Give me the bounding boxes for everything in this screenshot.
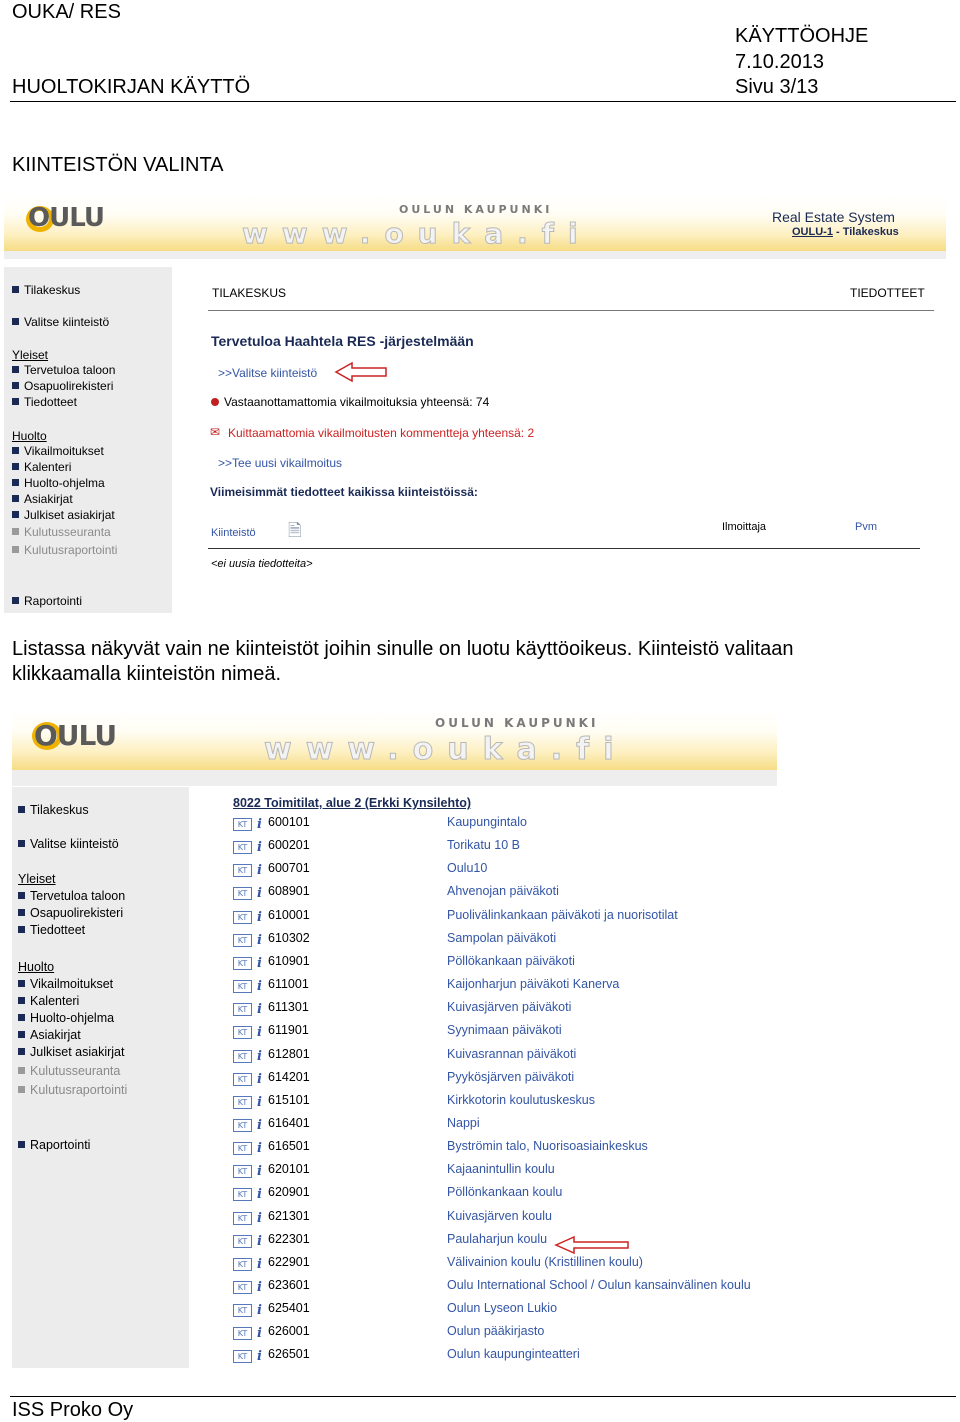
- alert-dot-icon: [211, 398, 219, 406]
- property-name-link[interactable]: Kaupungintalo: [447, 815, 527, 829]
- footer-rule: [10, 1396, 956, 1397]
- property-row-icons: [233, 816, 262, 834]
- property-row-icons: [233, 1210, 262, 1228]
- kt-icon[interactable]: KT: [233, 1350, 252, 1363]
- property-name-link[interactable]: Oulu10: [447, 861, 488, 875]
- sidebar2-item-tiedotteet[interactable]: Tiedotteet: [18, 923, 85, 937]
- sidebar-item-kulutusraportointi[interactable]: Kulutusraportointi: [12, 543, 117, 557]
- sidebar2-item-vikailmoitukset[interactable]: Vikailmoitukset: [18, 977, 113, 991]
- kt-icon[interactable]: KT: [233, 1003, 252, 1016]
- kt-icon[interactable]: KT: [233, 1327, 252, 1340]
- info-icon[interactable]: i: [257, 1095, 262, 1111]
- sidebar-item-asiakirjat[interactable]: Asiakirjat: [12, 492, 73, 506]
- property-row-icons: [233, 1186, 262, 1204]
- property-code: 608901: [268, 884, 310, 898]
- system-sub-b: - Tilakeskus: [832, 226, 899, 238]
- property-code: 616401: [268, 1116, 310, 1130]
- property-code: 615101: [268, 1093, 310, 1107]
- system-sub-a[interactable]: OULU-1: [792, 226, 833, 238]
- sidebar2-item-osapuoli[interactable]: Osapuolirekisteri: [18, 906, 123, 920]
- sidebar2-item-huolto-ohjelma[interactable]: Huolto-ohjelma: [18, 1011, 114, 1025]
- property-row-icons: [233, 932, 262, 950]
- sidebar2-item-tervetuloa[interactable]: Tervetuloa taloon: [18, 889, 125, 903]
- body-text-line1: Listassa näkyvät vain ne kiinteistöt joihin sinulle on luotu käyttöoikeus. Kiinteistö valitaan: [12, 638, 794, 660]
- property-code: 611901: [268, 1023, 309, 1037]
- info-icon[interactable]: i: [257, 886, 262, 902]
- property-code: 600201: [268, 838, 310, 852]
- property-code: 622901: [268, 1255, 310, 1269]
- property-row-icons: [233, 1048, 262, 1066]
- property-code: 611301: [268, 1000, 309, 1014]
- property-code: 621301: [268, 1209, 310, 1223]
- property-name-link[interactable]: Kuivasrannan päiväkoti: [447, 1047, 577, 1061]
- property-name-link[interactable]: Pöllökankaan päiväkoti: [447, 954, 575, 968]
- property-code: 611001: [268, 977, 309, 991]
- property-code: 620101: [268, 1162, 310, 1176]
- kt-icon[interactable]: KT: [233, 1212, 252, 1225]
- kt-icon[interactable]: KT: [233, 864, 252, 877]
- property-name-link[interactable]: Byströmin talo, Nuorisoasiainkeskus: [447, 1139, 648, 1153]
- sidebar2-heading-huolto[interactable]: Huolto: [18, 960, 55, 974]
- city-title: OULUN KAUPUNKI: [399, 203, 553, 216]
- property-code: 610302: [268, 931, 310, 945]
- logo-text: OULU: [28, 203, 104, 233]
- property-code: 614201: [268, 1070, 310, 1084]
- footer-company: ISS Proko Oy: [12, 1399, 134, 1421]
- sidebar-item-osapuoli[interactable]: Osapuolirekisteri: [12, 379, 113, 393]
- property-row-icons: [233, 955, 262, 973]
- kt-icon[interactable]: KT: [233, 841, 252, 854]
- kt-icon[interactable]: KT: [233, 1142, 252, 1155]
- sidebar-item-julkiset[interactable]: Julkiset asiakirjat: [12, 508, 115, 522]
- property-name-link[interactable]: Pöllönkankaan koulu: [447, 1185, 563, 1199]
- property-code: 612801: [268, 1047, 310, 1061]
- body-text-line2: klikkaamalla kiinteistön nimeä.: [12, 663, 282, 685]
- info-icon[interactable]: i: [257, 1349, 262, 1365]
- kt-icon[interactable]: KT: [233, 1026, 252, 1039]
- property-row-icons: [233, 1302, 262, 1320]
- property-row-icons: [233, 1140, 262, 1158]
- unreceived-count[interactable]: Vastaanottamattomia vikailmoituksia yhteensä: 74: [224, 395, 490, 409]
- sidebar-item-valitse[interactable]: Valitse kiinteistö: [12, 315, 109, 329]
- sidebar2-item-raportointi[interactable]: Raportointi: [18, 1138, 90, 1152]
- sidebar-item-tiedotteet[interactable]: Tiedotteet: [12, 395, 77, 409]
- info-icon[interactable]: i: [257, 1187, 262, 1203]
- property-code: 626501: [268, 1347, 310, 1361]
- info-icon[interactable]: i: [257, 1234, 262, 1250]
- no-news-text: <ei uusia tiedotteita>: [211, 558, 313, 570]
- latest-news-heading: Viimeisimmät tiedotteet kaikissa kiinteistöissä:: [210, 485, 478, 499]
- property-code: 600101: [268, 815, 310, 829]
- sidebar2-heading-yleiset[interactable]: Yleiset: [18, 872, 56, 886]
- doc-date: 7.10.2013: [735, 51, 824, 73]
- property-row-icons: [233, 1024, 262, 1042]
- new-fault-link[interactable]: >>Tee uusi vikailmoitus: [218, 456, 343, 470]
- property-code: 626001: [268, 1324, 310, 1338]
- sidebar-item-vikailmoitukset[interactable]: Vikailmoitukset: [12, 444, 104, 458]
- company-short: OUKA/ RES: [12, 1, 121, 23]
- kt-icon[interactable]: KT: [233, 1073, 252, 1086]
- kt-icon[interactable]: KT: [233, 887, 252, 900]
- property-name-link[interactable]: Torikatu 10 B: [447, 838, 520, 852]
- banner-gap: [4, 251, 946, 259]
- property-row-icons: [233, 1256, 262, 1274]
- info-icon[interactable]: i: [257, 1164, 262, 1180]
- sidebar-item-raportointi[interactable]: Raportointi: [12, 594, 82, 608]
- property-row-icons: [233, 978, 262, 996]
- sidebar-item-tervetuloa[interactable]: Tervetuloa taloon: [12, 363, 115, 377]
- property-name-link[interactable]: Oulun Lyseon Lukio: [447, 1301, 558, 1315]
- group-title[interactable]: 8022 Toimitilat, alue 2 (Erkki Kynsilehto): [233, 796, 472, 810]
- col-pvm[interactable]: Pvm: [855, 521, 877, 533]
- www-text: www.ouka.fi: [242, 217, 592, 250]
- sidebar2-item-kalenteri[interactable]: Kalenteri: [18, 994, 79, 1008]
- info-icon[interactable]: i: [257, 956, 262, 972]
- system-title: Real Estate System: [772, 209, 895, 225]
- unacked-count[interactable]: Kuittaamattomia vikailmoitusten kommentteja yhteensä: 2: [228, 426, 535, 440]
- property-name-link[interactable]: Nappi: [447, 1116, 480, 1130]
- sidebar2-item-tilakeskus[interactable]: Tilakeskus: [18, 803, 89, 817]
- screenshot-home: [4, 195, 946, 613]
- pointer-arrow-icon-2: [554, 1235, 630, 1255]
- welcome-heading: Tervetuloa Haahtela RES -järjestelmään: [211, 333, 474, 349]
- property-row-icons: [233, 1348, 262, 1366]
- document-icon: 🗎: [288, 521, 302, 540]
- property-name-link[interactable]: Oulu International School / Oulun kansainvälinen koulu: [447, 1278, 751, 1292]
- section-title: KIINTEISTÖN VALINTA: [12, 154, 224, 176]
- col-ilmoittaja[interactable]: Ilmoittaja: [722, 521, 767, 533]
- kt-icon[interactable]: KT: [233, 1258, 252, 1271]
- sidebar2-item-asiakirjat[interactable]: Asiakirjat: [18, 1028, 81, 1042]
- property-name-link[interactable]: Välivainion koulu (Kristillinen koulu): [447, 1255, 643, 1269]
- sidebar2-item-kulutusseuranta[interactable]: Kulutusseuranta: [18, 1064, 120, 1078]
- sidebar-item-kulutusseuranta[interactable]: Kulutusseuranta: [12, 525, 111, 539]
- kt-icon[interactable]: KT: [233, 1304, 252, 1317]
- info-icon[interactable]: i: [257, 1118, 262, 1134]
- kt-icon[interactable]: KT: [233, 1119, 252, 1132]
- property-name-link[interactable]: Ahvenojan päiväkoti: [447, 884, 559, 898]
- info-icon[interactable]: i: [257, 1141, 262, 1157]
- property-code: 616501: [268, 1139, 310, 1153]
- info-icon[interactable]: i: [257, 979, 262, 995]
- property-name-link[interactable]: Oulun kaupunginteatteri: [447, 1347, 580, 1361]
- property-row-icons: [233, 1233, 262, 1251]
- kt-icon[interactable]: KT: [233, 1281, 252, 1294]
- property-row-icons: [233, 1163, 262, 1181]
- city-title-2: OULUN KAUPUNKI: [435, 716, 599, 730]
- property-name-link[interactable]: Kajaanintullin koulu: [447, 1162, 555, 1176]
- main-rule: [208, 310, 934, 311]
- property-row-icons: [233, 1071, 262, 1089]
- kt-icon[interactable]: KT: [233, 818, 252, 831]
- col-kiinteisto[interactable]: Kiinteistö: [211, 527, 256, 539]
- property-code: 610001: [268, 908, 310, 922]
- tab-tiedotteet[interactable]: TIEDOTTEET: [850, 286, 925, 300]
- property-name-link[interactable]: Syynimaan päiväkoti: [447, 1023, 562, 1037]
- property-name-link[interactable]: Oulun pääkirjasto: [447, 1324, 545, 1338]
- header-rule: [10, 101, 956, 102]
- info-icon[interactable]: i: [257, 1280, 262, 1296]
- info-icon[interactable]: i: [257, 840, 262, 856]
- sidebar-heading-huolto[interactable]: Huolto: [12, 429, 47, 443]
- property-row-icons: [233, 862, 262, 880]
- property-row-icons: [233, 1094, 262, 1112]
- property-name-link[interactable]: Pyykösjärven päiväkoti: [447, 1070, 575, 1084]
- property-row-icons: [233, 839, 262, 857]
- property-name-link[interactable]: Kirkkotorin koulutuskeskus: [447, 1093, 595, 1107]
- kt-icon[interactable]: KT: [233, 911, 252, 924]
- system-subtitle[interactable]: [792, 226, 899, 238]
- kt-icon[interactable]: KT: [233, 957, 252, 970]
- property-name-link[interactable]: Kaijonharjun päiväkoti Kanerva: [447, 977, 620, 991]
- property-row-icons: [233, 885, 262, 903]
- screenshot-property-list: [12, 710, 777, 1368]
- sidebar-item-huolto-ohjelma[interactable]: Huolto-ohjelma: [12, 476, 105, 490]
- info-icon[interactable]: i: [257, 933, 262, 949]
- info-icon[interactable]: i: [257, 1303, 262, 1319]
- breadcrumb[interactable]: TILAKESKUS: [212, 286, 287, 300]
- property-code: 600701: [268, 861, 310, 875]
- info-icon[interactable]: i: [257, 863, 262, 879]
- info-icon[interactable]: i: [257, 1211, 262, 1227]
- property-name-link[interactable]: Sampolan päiväkoti: [447, 931, 557, 945]
- doc-title: HUOLTOKIRJAN KÄYTTÖ: [12, 76, 251, 98]
- www-text-2: www.ouka.fi: [264, 732, 628, 767]
- property-row-icons: [233, 1325, 262, 1343]
- kt-icon[interactable]: KT: [233, 1050, 252, 1063]
- kt-icon[interactable]: KT: [233, 934, 252, 947]
- info-icon[interactable]: i: [257, 1049, 262, 1065]
- property-row-icons: [233, 1279, 262, 1297]
- info-icon[interactable]: i: [257, 910, 262, 926]
- sidebar-item-tilakeskus[interactable]: Tilakeskus: [12, 283, 80, 297]
- logo-text-2: OULU: [34, 719, 117, 752]
- kt-icon[interactable]: KT: [233, 1188, 252, 1201]
- pointer-arrow-icon: [334, 361, 388, 383]
- info-icon[interactable]: i: [257, 817, 262, 833]
- info-icon[interactable]: i: [257, 1025, 262, 1041]
- property-code: 622301: [268, 1232, 310, 1246]
- property-code: 623601: [268, 1278, 310, 1292]
- sidebar2-item-kulutusraportointi[interactable]: Kulutusraportointi: [18, 1083, 127, 1097]
- property-row-icons: [233, 1001, 262, 1019]
- info-icon[interactable]: i: [257, 1002, 262, 1018]
- property-name-link[interactable]: Kuivasjärven päiväkoti: [447, 1000, 572, 1014]
- choose-property-link[interactable]: >>Valitse kiinteistö: [218, 366, 318, 380]
- property-code: 625401: [268, 1301, 310, 1315]
- news-rule: [208, 548, 920, 549]
- sidebar-heading-yleiset[interactable]: Yleiset: [12, 348, 49, 362]
- comment-icon: ✉: [210, 425, 221, 439]
- page-number: Sivu 3/13: [735, 76, 819, 98]
- sidebar2-item-julkiset[interactable]: Julkiset asiakirjat: [18, 1045, 124, 1059]
- sidebar-item-kalenteri[interactable]: Kalenteri: [12, 460, 71, 474]
- property-name-link[interactable]: Paulaharjun koulu: [447, 1232, 548, 1246]
- info-icon[interactable]: i: [257, 1072, 262, 1088]
- kt-icon[interactable]: KT: [233, 1235, 252, 1248]
- property-name-link[interactable]: Puolivälinkankaan päiväkoti ja nuorisotilat: [447, 908, 678, 922]
- property-row-icons: [233, 1117, 262, 1135]
- property-code: 610901: [268, 954, 310, 968]
- kt-icon[interactable]: KT: [233, 1165, 252, 1178]
- banner-gap-2: [12, 770, 777, 786]
- info-icon[interactable]: i: [257, 1257, 262, 1273]
- info-icon[interactable]: i: [257, 1326, 262, 1342]
- kt-icon[interactable]: KT: [233, 1096, 252, 1109]
- property-name-link[interactable]: Kuivasjärven koulu: [447, 1209, 552, 1223]
- kt-icon[interactable]: KT: [233, 980, 252, 993]
- sidebar2-item-valitse[interactable]: Valitse kiinteistö: [18, 837, 119, 851]
- property-code: 620901: [268, 1185, 310, 1199]
- property-row-icons: [233, 909, 262, 927]
- doc-type: KÄYTTÖOHJE: [735, 25, 869, 47]
